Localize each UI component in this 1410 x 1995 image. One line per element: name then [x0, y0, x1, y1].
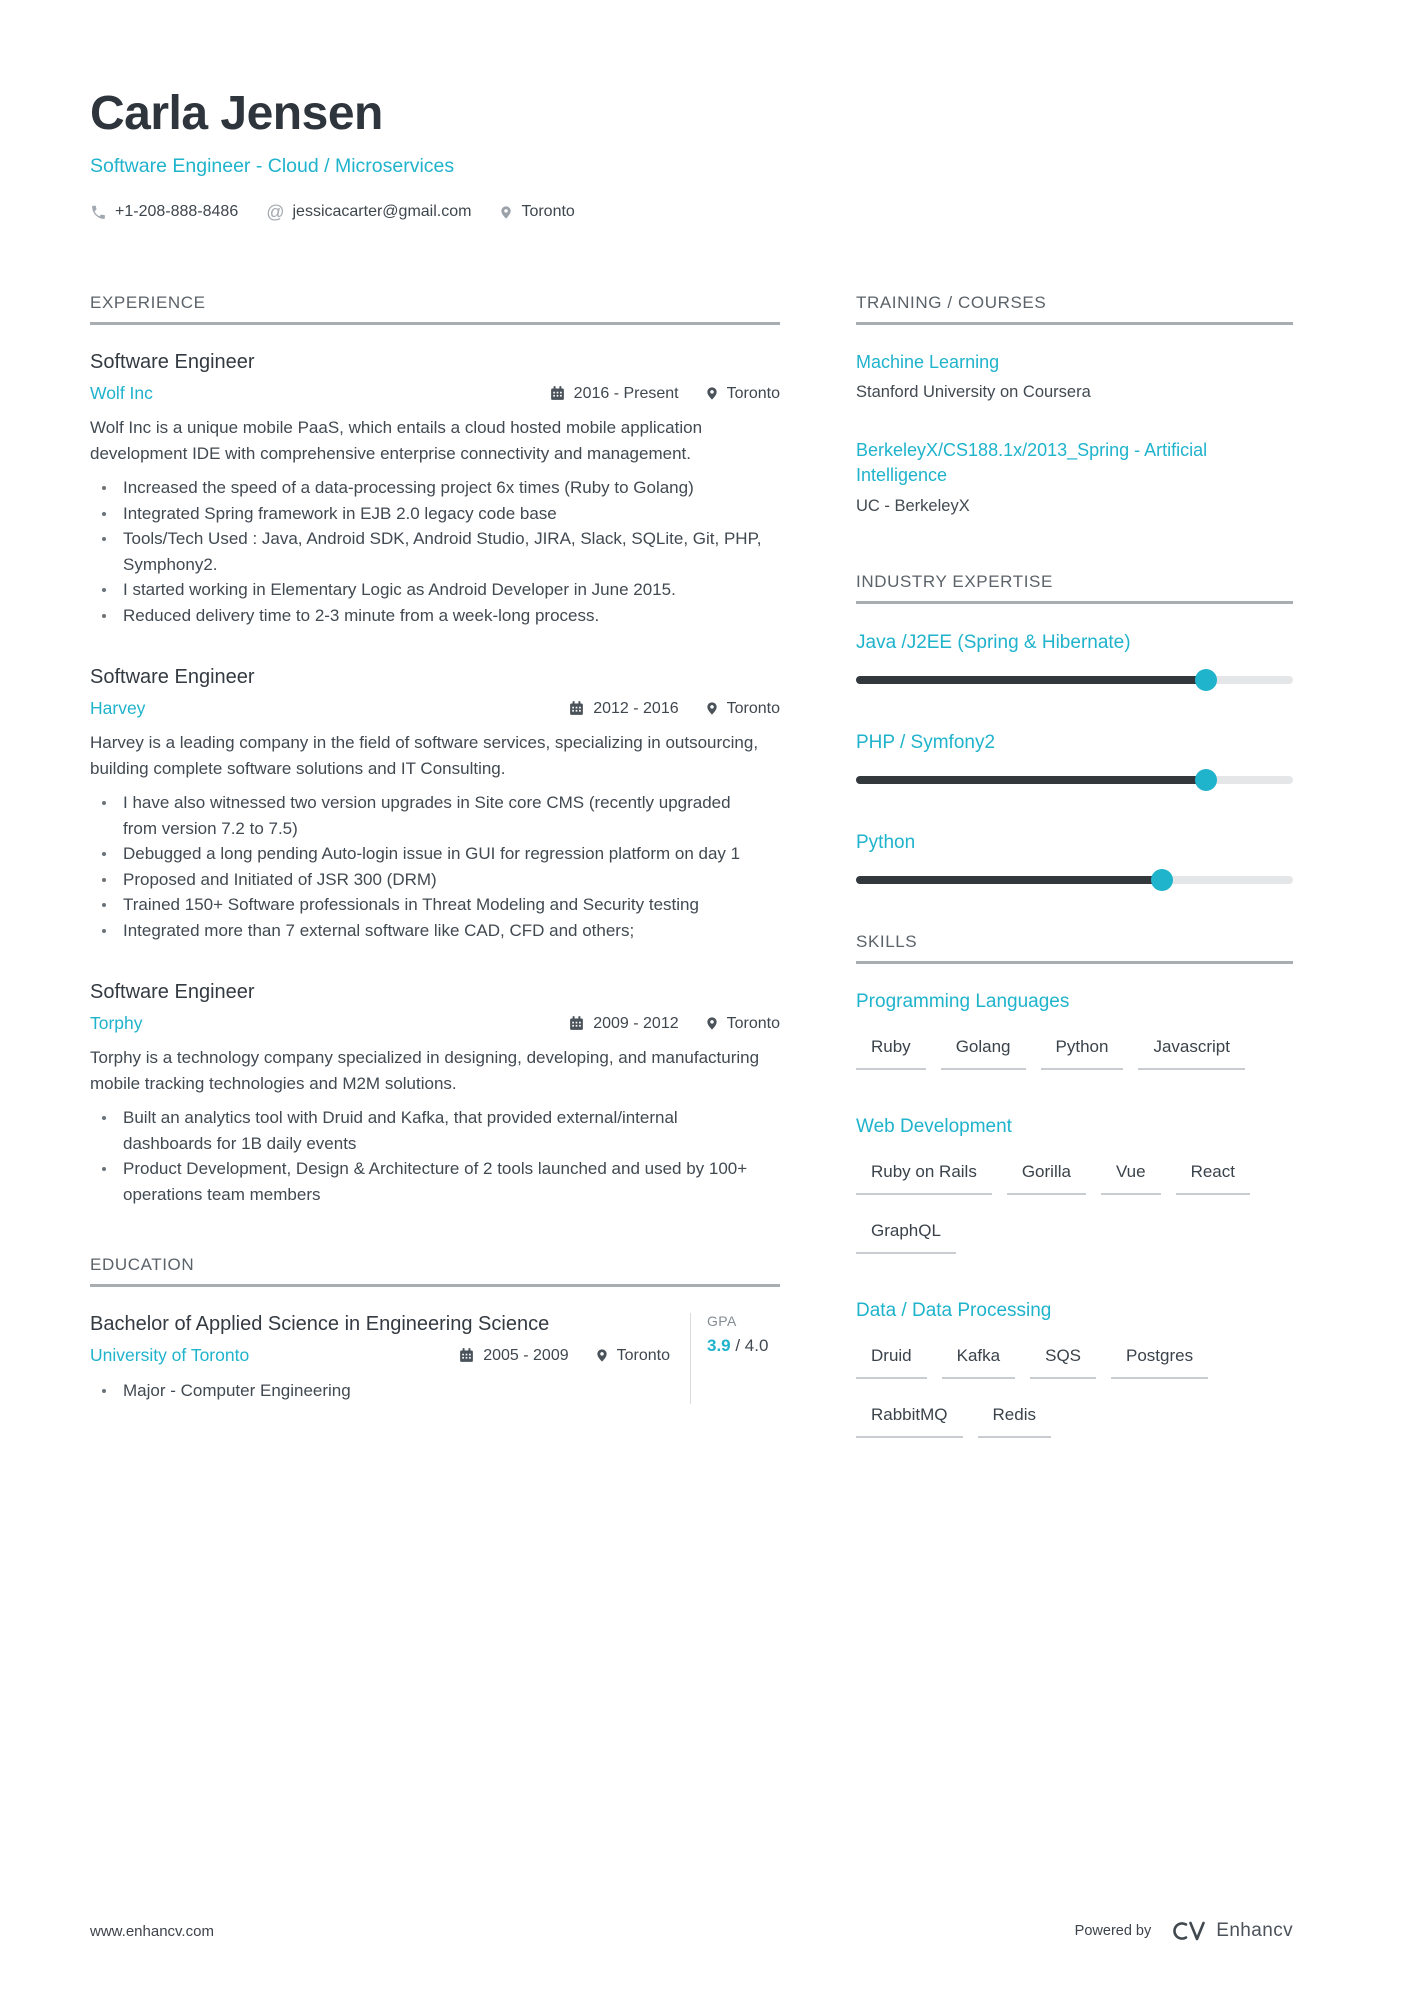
powered-by-label: Powered by: [1074, 1923, 1152, 1939]
calendar-icon: [458, 1347, 475, 1364]
section-heading-education: EDUCATION: [90, 1255, 780, 1287]
enhancv-logo-icon: [1171, 1919, 1207, 1943]
right-column: [856, 293, 1293, 1484]
candidate-headline: Software Engineer - Cloud / Microservices: [90, 155, 455, 177]
job-bullet: I have also witnessed two version upgrades in Site core CMS (recently upgraded from version 7.2 to 7.5): [90, 790, 762, 841]
edu-location: Toronto: [595, 1347, 670, 1365]
edu-bullet: Major - Computer Engineering: [90, 1378, 670, 1404]
slider-fill: [856, 676, 1206, 684]
course-title: Machine Learning: [856, 352, 1000, 372]
skill-group: [856, 991, 1293, 1070]
job-bullet: Increased the speed of a data-processing project 6x times (Ruby to Golang): [90, 475, 762, 501]
job-bullet: Reduced delivery time to 2-3 minute from a week-long process.: [90, 603, 762, 629]
education-section: [90, 1255, 780, 1404]
section-heading-expertise: INDUSTRY EXPERTISE: [856, 572, 1293, 604]
location-pin-icon: [705, 1015, 719, 1032]
training-section: [856, 293, 1293, 516]
skill-group-title: Web Development: [856, 1115, 1012, 1137]
website-link[interactable]: www.enhancv.com: [90, 1922, 214, 1940]
experience-section: [90, 293, 780, 1207]
education-entry: [90, 1313, 780, 1404]
job-summary: Harvey is a leading company in the field of software services, specializing in outsourcing, building complete software solutions and IT Consulting.: [90, 733, 759, 778]
section-heading-experience: EXPERIENCE: [90, 293, 780, 325]
course-entry: [856, 438, 1293, 515]
skill-tag: Gorilla: [1007, 1162, 1086, 1195]
section-heading-training: TRAINING / COURSES: [856, 293, 1293, 325]
skills-section: [856, 932, 1293, 1438]
skill-tag: Vue: [1101, 1162, 1161, 1195]
contact-phone: [90, 203, 238, 221]
job-dates: 2012 - 2016: [568, 700, 678, 718]
calendar-icon: [549, 385, 566, 402]
job-summary: Torphy is a technology company specialized in designing, developing, and manufacturing mobile tracking technologies and M2M solutions.: [90, 1048, 760, 1093]
contact-phone-value: +1-208-888-8486: [115, 203, 239, 220]
calendar-icon: [568, 1015, 585, 1032]
course-entry: [856, 350, 1293, 402]
company-name: Torphy: [90, 1013, 143, 1033]
skill-tag: Redis: [978, 1405, 1051, 1438]
slider-thumb[interactable]: [1195, 669, 1217, 691]
job-bullet: Product Development, Design & Architecture of 2 tools launched and used by 100+ operations team members: [90, 1156, 762, 1207]
company-name: Wolf Inc: [90, 383, 153, 403]
school-name: University of Toronto: [90, 1345, 250, 1365]
skill-group-title: Data / Data Processing: [856, 1299, 1052, 1321]
phone-icon: [90, 204, 107, 221]
job-bullet: Integrated Spring framework in EJB 2.0 legacy code base: [90, 501, 762, 527]
job-bullet: Tools/Tech Used : Java, Android SDK, Android Studio, JIRA, Slack, SQLite, Git, PHP, Symphony2.: [90, 526, 762, 577]
skill-tag: Golang: [941, 1037, 1026, 1070]
contact-bar: [90, 203, 1293, 221]
course-title: BerkeleyX/CS188.1x/2013_Spring - Artificial Intelligence: [856, 440, 1208, 486]
contact-email-value[interactable]: jessicacarter@gmail.com: [292, 203, 472, 220]
slider-thumb[interactable]: [1195, 769, 1217, 791]
expertise-item: [856, 832, 1293, 884]
skill-tag: GraphQL: [856, 1221, 956, 1254]
skill-group-title: Programming Languages: [856, 990, 1070, 1012]
gpa-label: GPA: [707, 1313, 737, 1329]
job-entry: [90, 666, 780, 943]
skill-group: [856, 1116, 1293, 1254]
contact-location: [499, 203, 574, 221]
slider-fill: [856, 776, 1206, 784]
skill-slider: [856, 876, 1293, 884]
job-location: Toronto: [705, 700, 780, 718]
left-column: [90, 293, 780, 1484]
job-role: Software Engineer: [90, 666, 255, 688]
section-heading-skills: SKILLS: [856, 932, 1293, 964]
candidate-name: Carla Jensen: [90, 87, 383, 140]
calendar-icon: [568, 700, 585, 717]
skill-tag: Postgres: [1111, 1346, 1208, 1379]
expertise-item: [856, 632, 1293, 684]
job-bullet: Debugged a long pending Auto-login issue in GUI for regression platform on day 1: [90, 841, 762, 867]
job-location: Toronto: [705, 1015, 780, 1033]
location-pin-icon: [705, 385, 719, 402]
job-role: Software Engineer: [90, 981, 255, 1003]
skill-slider: [856, 676, 1293, 684]
degree-title: Bachelor of Applied Science in Engineering Science: [90, 1313, 550, 1335]
gpa-block: [690, 1313, 780, 1404]
skill-tag: Ruby: [856, 1037, 926, 1070]
job-summary: Wolf Inc is a unique mobile PaaS, which entails a cloud hosted mobile application development IDE with comprehensive enterprise connectivity and management.: [90, 418, 703, 463]
slider-thumb[interactable]: [1151, 869, 1173, 891]
expertise-label: PHP / Symfony2: [856, 731, 996, 753]
location-pin-icon: [499, 204, 513, 221]
skill-tag: Javascript: [1138, 1037, 1245, 1070]
job-bullet: Built an analytics tool with Druid and Kafka, that provided external/internal dashboards for 1B daily events: [90, 1105, 762, 1156]
at-icon: @: [266, 202, 285, 222]
job-role: Software Engineer: [90, 351, 255, 373]
job-dates: 2009 - 2012: [568, 1015, 678, 1033]
gpa-value: 3.9: [707, 1336, 731, 1355]
job-location: Toronto: [705, 385, 780, 403]
skill-tag: React: [1176, 1162, 1250, 1195]
edu-dates: 2005 - 2009: [458, 1347, 568, 1365]
location-pin-icon: [705, 700, 719, 717]
location-pin-icon: [595, 1347, 609, 1364]
page-footer: [90, 1919, 1293, 1943]
job-bullet: Proposed and Initiated of JSR 300 (DRM): [90, 867, 762, 893]
job-bullet: I started working in Elementary Logic as Android Developer in June 2015.: [90, 577, 762, 603]
skill-slider: [856, 776, 1293, 784]
job-entry: [90, 351, 780, 628]
expertise-label: Java /J2EE (Spring & Hibernate): [856, 631, 1131, 653]
gpa-max: / 4.0: [730, 1336, 769, 1355]
skill-tag: SQS: [1030, 1346, 1096, 1379]
resume-header: [90, 86, 1293, 221]
job-dates: 2016 - Present: [549, 385, 679, 403]
skill-tag: Druid: [856, 1346, 927, 1379]
brand-name: Enhancv: [1216, 1920, 1293, 1941]
enhancv-brand[interactable]: [1171, 1919, 1293, 1943]
expertise-label: Python: [856, 831, 916, 853]
course-provider: Stanford University on Coursera: [856, 383, 1091, 402]
job-entry: [90, 981, 780, 1207]
job-bullet: Integrated more than 7 external software like CAD, CFD and others;: [90, 918, 762, 944]
expertise-section: [856, 572, 1293, 884]
company-name: Harvey: [90, 698, 146, 718]
skill-tag: RabbitMQ: [856, 1405, 963, 1438]
skill-group: [856, 1300, 1293, 1438]
skill-tag: Ruby on Rails: [856, 1162, 992, 1195]
slider-fill: [856, 876, 1162, 884]
expertise-item: [856, 732, 1293, 784]
contact-location-value: Toronto: [521, 203, 575, 220]
job-bullet: Trained 150+ Software professionals in Threat Modeling and Security testing: [90, 892, 762, 918]
course-provider: UC - BerkeleyX: [856, 496, 970, 515]
skill-tag: Kafka: [942, 1346, 1015, 1379]
contact-email[interactable]: [266, 203, 471, 221]
skill-tag: Python: [1041, 1037, 1124, 1070]
